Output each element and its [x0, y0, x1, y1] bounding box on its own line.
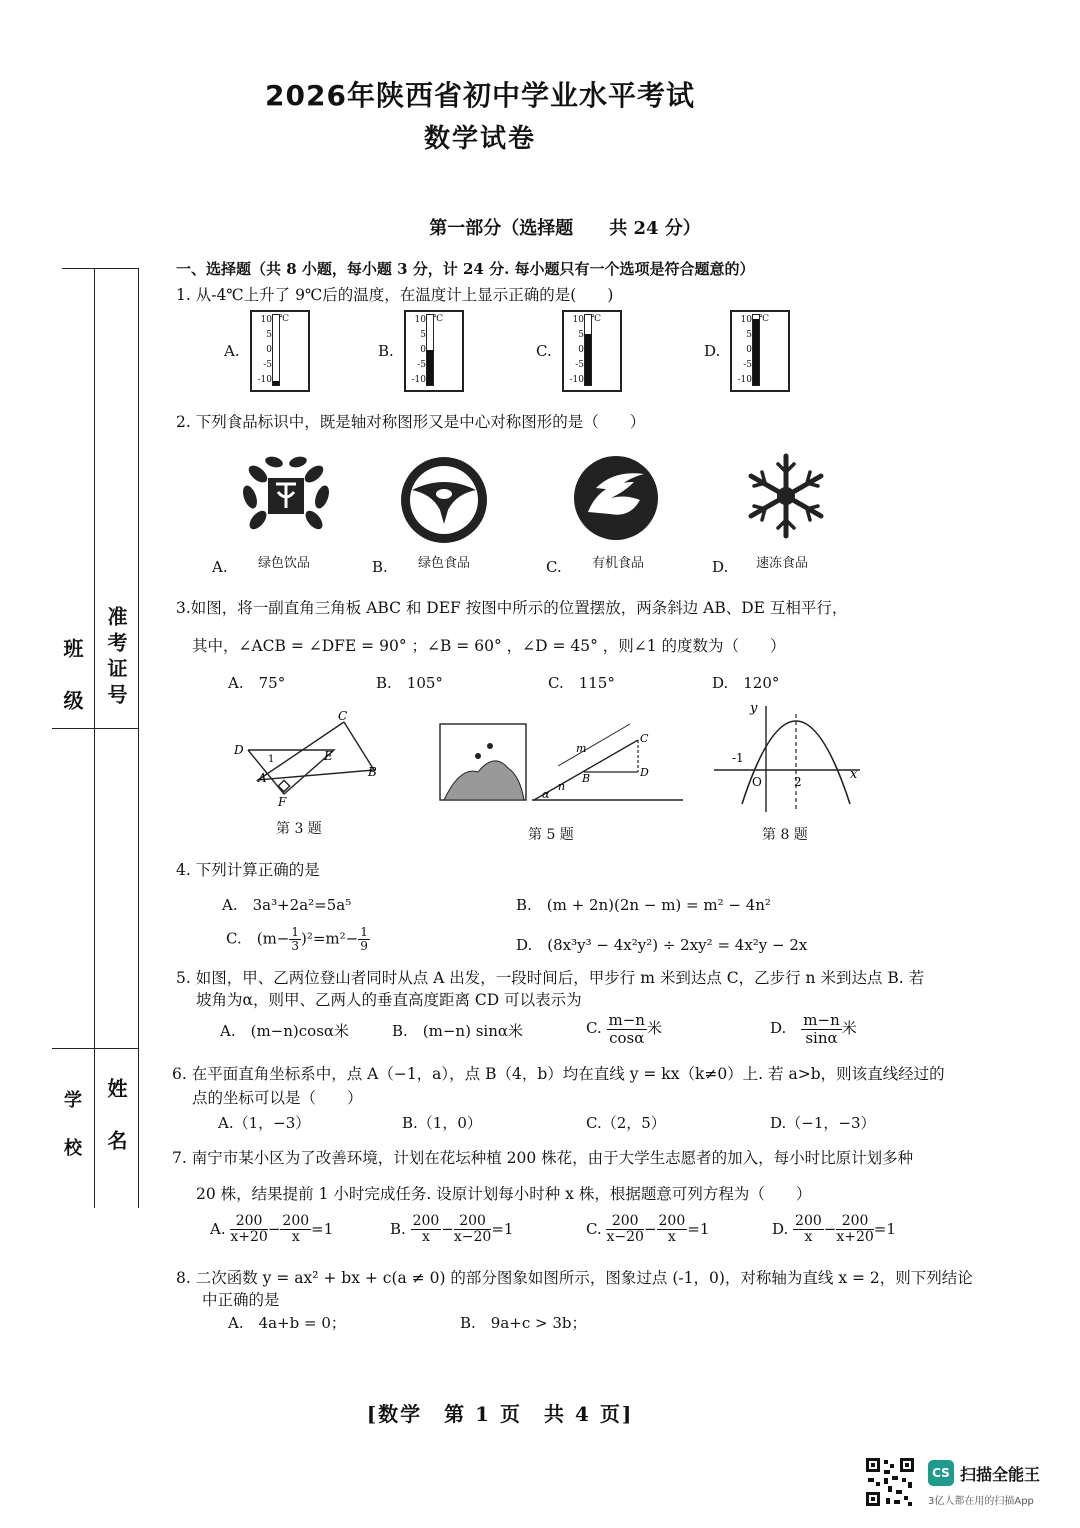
ticket-number-label: 准考证号	[104, 606, 128, 710]
mercury-column	[753, 319, 759, 385]
axis-x: x	[850, 767, 858, 782]
q7-stem: 7. 南宁市某小区为了改善环境，计划在花坛种植 200 株花，由于大学生志愿者的加入，每小时比原计划多种	[172, 1149, 914, 1167]
thermometer-tube	[752, 314, 760, 386]
q4-option-d: D. (8x³y³ − 4x²y²) ÷ 2xy² = 4x²y − 2x	[516, 936, 808, 954]
scanner-app-icon: CS	[928, 1460, 954, 1486]
thermometer-tick: 5	[266, 330, 272, 340]
thermometer-tick: 0	[746, 345, 752, 355]
thermometer-tube	[426, 314, 434, 386]
q1-thermometers	[0, 308, 1080, 398]
class-label: 班 级	[60, 638, 84, 716]
thermometer	[562, 310, 622, 392]
snowflake-logo	[740, 450, 832, 546]
q4-stem: 4. 下列计算正确的是	[176, 861, 320, 879]
q7-option: D. $\frac{200}{x}$ − $\frac{200}{x+20}$ =1	[772, 1213, 896, 1246]
q1-option-label: D.	[704, 342, 721, 360]
point-a: A	[258, 771, 267, 785]
q8-stem-2: 中正确的是	[202, 1291, 280, 1309]
logo-caption: 绿色食品	[418, 556, 471, 571]
point-d: D	[640, 766, 649, 779]
q2-option-label: C.	[546, 558, 562, 576]
q4-option-a: A. 3a³+2a²=5a⁵	[222, 896, 352, 914]
part-heading: 第一部分（选择题 共 24 分）	[429, 218, 701, 239]
thermometer-unit: ℃	[759, 314, 770, 324]
q2-option-label: A.	[212, 558, 228, 576]
binding-sidebar	[62, 268, 138, 1208]
q6-stem: 6. 在平面直角坐标系中，点 A（−1，a），点 B（4，b）均在直线 y = kx（k≠0）上. 若 a>b，则该直线经过的	[172, 1065, 945, 1083]
q3-option-a: A. 75°	[228, 674, 286, 692]
mercury-column	[427, 350, 433, 385]
scanner-brand: 扫描全能王	[960, 1465, 1041, 1484]
q8-stem: 8. 二次函数 y = ax² + bx + c(a ≠ 0) 的部分图象如图所示，图象过点 (-1，0)，对称轴为直线 x = 2，则下列结论	[176, 1269, 973, 1287]
q7-option: C. $\frac{200}{x-20}$ − $\frac{200}{x}$ =1	[586, 1213, 710, 1246]
qr-code-icon	[864, 1456, 916, 1508]
mercury-column	[273, 381, 279, 385]
green-food-logo	[398, 454, 490, 550]
q7-option: A. $\frac{200}{x+20}$ − $\frac{200}{x}$ =1	[210, 1213, 334, 1246]
q3-option-d: D. 120°	[712, 674, 780, 692]
q6-option-c: C.（2，5）	[586, 1114, 666, 1132]
thermometer-tick: 5	[578, 330, 584, 340]
point-b: B	[582, 772, 591, 785]
scanner-tagline: 3亿人都在用的扫描App	[928, 1496, 1034, 1507]
label-n: n	[558, 780, 566, 793]
origin-o: O	[752, 775, 762, 789]
point-f: F	[278, 795, 287, 809]
point-c: C	[338, 709, 348, 723]
q1-option-label: B.	[378, 342, 394, 360]
q6-option-b: B.（1，0）	[402, 1114, 482, 1132]
exam-title: 2026年陕西省初中学业水平考试	[265, 79, 695, 112]
q3-option-b: B. 105°	[376, 674, 443, 692]
q4-option-b: B. (m + 2n)(2n − m) = m² − 4n²	[516, 896, 771, 914]
thermometer-tick: 10	[260, 315, 272, 325]
q5-option-d: D. $\frac{m-n}{\sin\alpha}$ 米	[770, 1011, 857, 1047]
thermometer-unit: ℃	[591, 314, 602, 324]
section-heading: 一、选择题（共 8 小题，每小题 3 分，计 24 分. 每小题只有一个选项是符合题意的）	[176, 260, 755, 278]
thermometer-tick: 0	[266, 345, 272, 355]
thermometer	[404, 310, 464, 392]
q5-option-c: C. $\frac{m-n}{\cos\alpha}$ 米	[586, 1011, 662, 1047]
q3-stem: 3.如图，将一副直角三角板 ABC 和 DEF 按图中所示的位置摆放，两条斜边 AB、DE 互相平行，	[176, 599, 848, 617]
axis-y: y	[750, 701, 758, 716]
thermometer-tick: -5	[575, 360, 584, 370]
name-label: 姓 名	[104, 1078, 128, 1156]
figure-3-caption: 第 3 题	[276, 821, 322, 837]
tick-minus-1: -1	[732, 751, 744, 765]
thermometer-tick: -5	[743, 360, 752, 370]
thermometer-tick: -10	[411, 375, 426, 385]
mercury-column	[585, 334, 591, 385]
q2-option-label: B.	[372, 558, 388, 576]
q2-captions	[0, 550, 1080, 580]
thermometer-tick: -10	[737, 375, 752, 385]
thermometer-unit: ℃	[433, 314, 444, 324]
q3-option-c: C. 115°	[548, 674, 615, 692]
point-e: E	[324, 749, 333, 763]
q6-stem-2: 点的坐标可以是（ ）	[192, 1089, 363, 1107]
q1-stem: 1. 从-4℃上升了 9℃后的温度，在温度计上显示正确的是( )	[176, 286, 614, 304]
q7-option: B. $\frac{200}{x}$ − $\frac{200}{x-20}$ =1	[390, 1213, 514, 1246]
figure-8-parabola	[714, 700, 864, 816]
thermometer-tick: 10	[740, 315, 752, 325]
thermometer-tube	[584, 314, 592, 386]
q5-stem-2: 坡角为α，则甲、乙两人的垂直高度距离 CD 可以表示为	[196, 991, 582, 1009]
q1-option-label: A.	[224, 342, 240, 360]
thermometer	[250, 310, 310, 392]
q2-option-label: D.	[712, 558, 729, 576]
figure-5-caption: 第 5 题	[528, 827, 574, 843]
organic-food-logo	[570, 452, 662, 548]
logo-caption: 速冻食品	[756, 556, 809, 571]
exam-subtitle: 数学试卷	[423, 124, 536, 154]
angle-alpha: α	[542, 788, 550, 801]
figure-8-caption: 第 8 题	[762, 827, 808, 843]
q7-stem-2: 20 株，结果提前 1 小时完成任务. 设原计划每小时种 x 株，根据题意可列方程为（ ）	[196, 1185, 812, 1203]
q5-option-b: B. (m−n) sinα米	[392, 1022, 524, 1040]
q8-option-a: A. 4a+b = 0；	[228, 1314, 346, 1332]
thermometer-tick: 10	[414, 315, 426, 325]
angle-1: 1	[268, 754, 275, 765]
q7-options	[0, 1214, 1080, 1260]
point-c: C	[640, 732, 649, 745]
point-b: B	[368, 765, 377, 779]
q6-option-d: D.（−1，−3）	[770, 1114, 876, 1132]
point-d: D	[234, 743, 244, 757]
thermometer-tick: -5	[417, 360, 426, 370]
school-label: 学 校	[61, 1090, 82, 1162]
logo-caption: 绿色饮品	[258, 556, 311, 571]
q2-stem: 2. 下列食品标识中，既是轴对称图形又是中心对称图形的是（ ）	[176, 413, 646, 431]
q8-option-b: B. 9a+c > 3b；	[460, 1314, 587, 1332]
figure-3-triangles	[228, 709, 388, 816]
thermometer-tick: 5	[746, 330, 752, 340]
thermometer-tick: 0	[420, 345, 426, 355]
thermometer-unit: ℃	[279, 314, 290, 324]
thermometer-tick: -10	[257, 375, 272, 385]
figure-5-slope	[438, 716, 688, 810]
thermometer-tick: -10	[569, 375, 584, 385]
thermometer-tick: 0	[578, 345, 584, 355]
thermometer-tube	[272, 314, 280, 386]
q6-option-a: A.（1，−3）	[218, 1114, 311, 1132]
page-footer: [数学 第 1 页 共 4 页]	[366, 1402, 634, 1426]
logo-caption: 有机食品	[592, 556, 645, 571]
tick-2: 2	[794, 775, 802, 789]
q4-option-c: C. (m− $\frac{1}{3}$ )²=m²− $\frac{1}{9}$	[226, 925, 368, 954]
label-m: m	[576, 742, 587, 755]
q3-stem-2: 其中，∠ACB = ∠DFE = 90° ；∠B = 60° ，∠D = 45° ，则∠1 的度数为（ ）	[192, 637, 786, 655]
thermometer	[730, 310, 790, 392]
green-drink-logo	[238, 452, 334, 546]
thermometer-tick: 10	[572, 315, 584, 325]
q1-option-label: C.	[536, 342, 552, 360]
q5-stem: 5. 如图，甲、乙两位登山者同时从点 A 出发，一段时间后，甲步行 m 米到达点 C，乙步行 n 米到达点 B. 若	[176, 969, 925, 987]
q5-option-a: A. (m−n)cosα米	[220, 1022, 350, 1040]
thermometer-tick: -5	[263, 360, 272, 370]
thermometer-tick: 5	[420, 330, 426, 340]
